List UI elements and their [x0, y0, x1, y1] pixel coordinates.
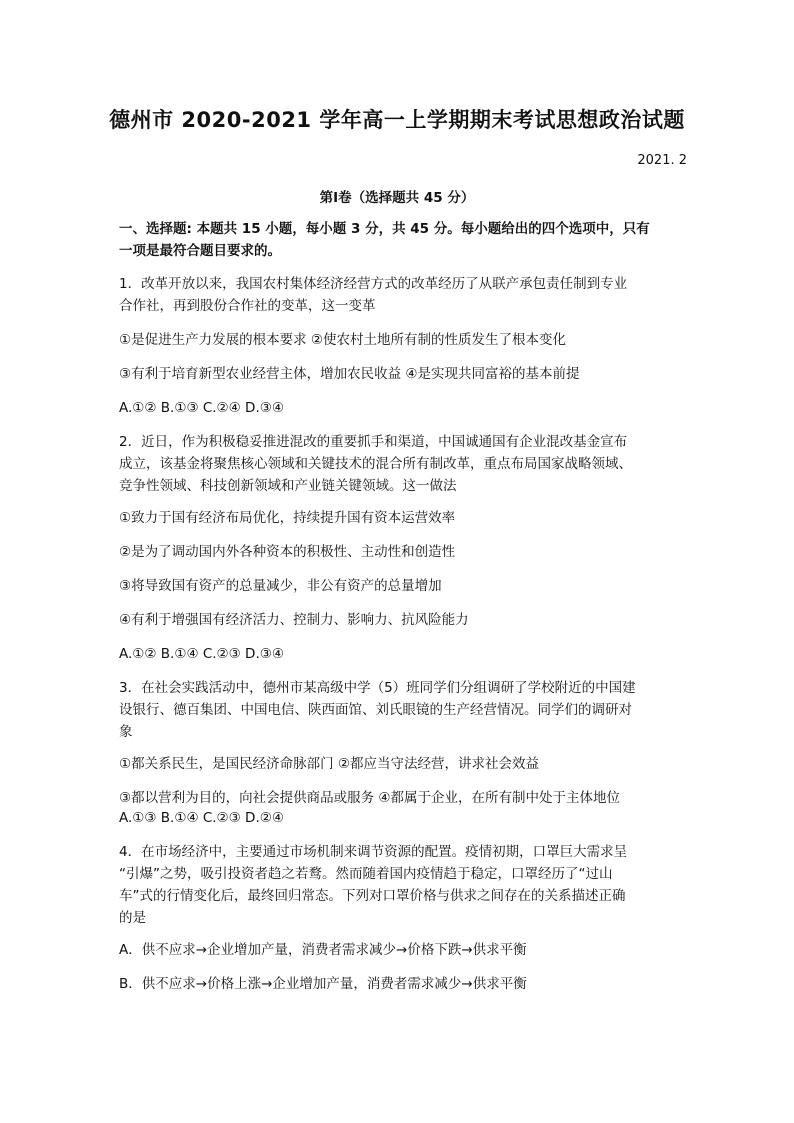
q2-statement-2: ②是为了调动国内外各种资本的积极性、主动性和创造性: [119, 544, 456, 560]
q3-stem-line-1: 3．在社会实践活动中，德州市某高级中学（5）班同学们分组调研了学校附近的中国建: [119, 680, 636, 696]
q1-statement-2: ③有利于培育新型农业经营主体，增加农民收益 ④是实现共同富裕的基本前提: [119, 366, 580, 382]
q4-option-a: A．供不应求→企业增加产量，消费者需求减少→价格下跌→供求平衡: [119, 942, 527, 958]
instructions-line-2: 一项是最符合题目要求的。: [119, 243, 281, 259]
q1-statement-1: ①是促进生产力发展的根本要求 ②使农村土地所有制的性质发生了根本变化: [119, 332, 566, 348]
q2-stem-line-2: 成立，该基金将聚焦核心领域和关键技术的混合所有制改革，重点布局国家战略领域、: [119, 456, 632, 472]
q2-statement-3: ③将导致国有资产的总量减少，非公有资产的总量增加: [119, 578, 442, 594]
exam-title: 德州市 2020-2021 学年高一上学期期末考试思想政治试题: [109, 108, 685, 132]
q3-options: A.①③ B.①④ C.②③ D.②④: [119, 810, 284, 826]
q2-stem-line-1: 2．近日，作为积极稳妥推进混改的重要抓手和渠道，中国诚通国有企业混改基金宣布: [119, 434, 628, 450]
q4-stem-line-4: 的是: [119, 910, 146, 926]
instructions-line-1: 一、选择题: 本题共 15 小题，每小题 3 分，共 45 分。每小题给出的四个选项中，只有: [119, 221, 650, 237]
q4-stem-line-1: 4．在市场经济中，主要通过市场机制来调节资源的配置。疫情初期，口罩巨大需求呈: [119, 844, 628, 860]
q4-stem-line-2: “引爆”之势，吸引投资者趋之若鹜。然而随着国内疫情趋于稳定，口罩经历了“过山: [119, 866, 613, 882]
q3-statement-2: ③都以营利为目的，向社会提供商品或服务 ④都属于企业，在所有制中处于主体地位: [119, 790, 620, 806]
q3-stem-line-2: 设银行、德百集团、中国电信、陕西面馆、刘氏眼镜的生产经营情况。同学们的调研对: [119, 702, 632, 718]
q2-statement-4: ④有利于增强国有经济活力、控制力、影响力、抗风险能力: [119, 612, 469, 628]
q2-options: A.①② B.①④ C.②③ D.③④: [119, 646, 284, 662]
section-heading: 第Ⅰ卷（选择题共 45 分）: [319, 190, 475, 206]
q3-stem-line-3: 象: [119, 724, 133, 740]
q1-stem-line-1: 1．改革开放以来，我国农村集体经济经营方式的改革经历了从联产承包责任制到专业: [119, 276, 628, 292]
q1-options: A.①② B.①③ C.②④ D.③④: [119, 400, 284, 416]
q2-statement-1: ①致力于国有经济布局优化，持续提升国有资本运营效率: [119, 510, 456, 526]
q4-option-b: B．供不应求→价格上涨→企业增加产量，消费者需求减少→供求平衡: [119, 976, 527, 992]
q1-stem-line-2: 合作社，再到股份合作社的变革，这一变革: [119, 298, 376, 314]
exam-date: 2021. 2: [637, 153, 687, 168]
q4-stem-line-3: 车”式的行情变化后，最终回归常态。下列对口罩价格与供求之间存在的关系描述正确: [119, 888, 626, 904]
q2-stem-line-3: 竞争性领域、科技创新领域和产业链关键领域。这一做法: [119, 478, 457, 494]
q3-statement-1: ①都关系民生，是国民经济命脉部门 ②都应当守法经营，讲求社会效益: [119, 756, 539, 772]
